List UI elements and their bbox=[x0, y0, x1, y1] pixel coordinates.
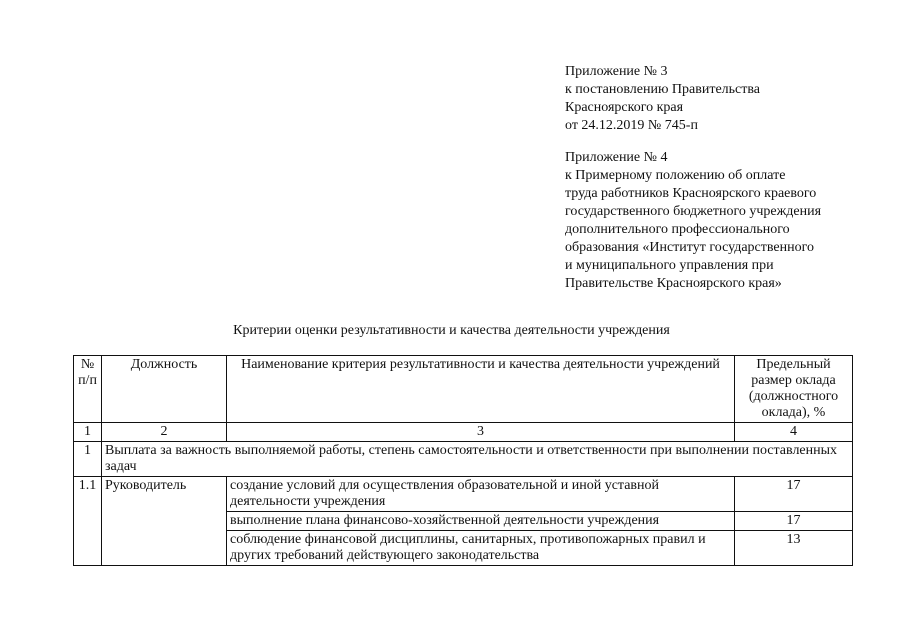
criteria-table bbox=[73, 355, 853, 566]
appendix-3-line: Приложение № 3 bbox=[565, 64, 668, 79]
document-title: Критерии оценки результативности и качества деятельности учреждения bbox=[233, 323, 670, 338]
value-cell: 13 bbox=[735, 531, 853, 566]
header-num: № п/п bbox=[74, 356, 102, 423]
appendix-4-line: к Примерному положению об оплате bbox=[565, 168, 786, 183]
table-row bbox=[74, 477, 853, 512]
appendix-3-line: к постановлению Правительства bbox=[565, 82, 761, 97]
appendix-3-line: Красноярского края bbox=[565, 100, 684, 115]
appendix-4-line: Правительстве Красноярского края» bbox=[565, 276, 782, 291]
appendix-3-line: от 24.12.2019 № 745-п bbox=[565, 118, 698, 133]
section-num: 1 bbox=[74, 442, 102, 477]
table-header-row bbox=[74, 356, 853, 423]
column-number: 3 bbox=[227, 423, 735, 442]
appendix-4-line: труда работников Красноярского краевого bbox=[565, 186, 817, 201]
criterion-cell: создание условий для осуществления образовательной и иной уставной деятельности учреждения bbox=[227, 477, 735, 512]
appendix-4-line: Приложение № 4 bbox=[565, 150, 668, 165]
section-row bbox=[74, 442, 853, 477]
column-number: 4 bbox=[735, 423, 853, 442]
appendix-4-line: дополнительного профессионального bbox=[565, 222, 790, 237]
value-cell: 17 bbox=[735, 477, 853, 512]
header-criterion: Наименование критерия результативности и качества деятельности учреждений bbox=[227, 356, 735, 423]
appendix-3-block bbox=[565, 63, 760, 135]
criterion-cell: выполнение плана финансово-хозяйственной деятельности учреждения bbox=[227, 512, 735, 531]
header-limit: Предельный размер оклада (должностного оклада), % bbox=[735, 356, 853, 423]
group-position: Руководитель bbox=[102, 477, 227, 566]
section-text: Выплата за важность выполняемой работы, степень самостоятельности и ответственности при выполнении поставленных задач bbox=[102, 442, 853, 477]
header-position: Должность bbox=[102, 356, 227, 423]
value-cell: 17 bbox=[735, 512, 853, 531]
appendix-4-line: государственного бюджетного учреждения bbox=[565, 204, 822, 219]
criterion-cell: соблюдение финансовой дисциплины, санитарных, противопожарных правил и других требований действующего законодательства bbox=[227, 531, 735, 566]
group-num: 1.1 bbox=[74, 477, 102, 566]
appendix-4-line: и муниципального управления при bbox=[565, 258, 774, 273]
column-number: 1 bbox=[74, 423, 102, 442]
appendix-4-block bbox=[565, 149, 821, 293]
column-number-row bbox=[74, 423, 853, 442]
column-number: 2 bbox=[102, 423, 227, 442]
appendix-4-line: образования «Институт государственного bbox=[565, 240, 815, 255]
